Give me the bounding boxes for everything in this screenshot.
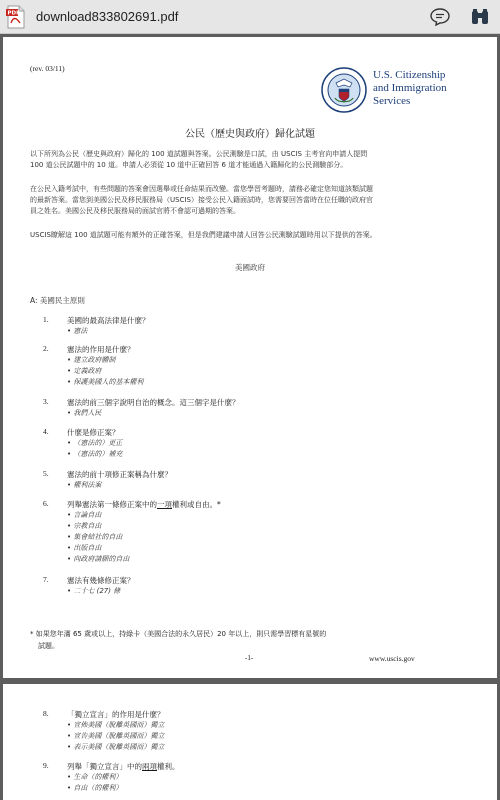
footer-url[interactable]: www.uscis.gov	[369, 654, 415, 663]
answer-text: 自由（的權利）	[73, 784, 123, 792]
answer-item: • 宗教自由	[67, 522, 102, 530]
question-text-part: 權利或自由。*	[172, 500, 221, 509]
binoculars-icon[interactable]	[470, 8, 490, 26]
answer-text: 集會結社的自由	[73, 533, 123, 541]
question-number: 9.	[43, 761, 49, 770]
footnote-line-2: 試題。	[38, 642, 59, 650]
answer-item: • 集會結社的自由	[67, 533, 123, 541]
pdf-page-2[interactable]	[3, 684, 497, 800]
footnote-line-1: * 如果您年滿 65 歲或以上，持綠卡（美國合法的永久居民）20 年以上，則只需學習標有星號的	[30, 630, 327, 638]
question-number: 1.	[43, 315, 49, 324]
dhs-seal-icon	[321, 67, 367, 113]
answer-item: • 自由（的權利）	[67, 784, 123, 792]
note-line-3: 員之姓名。美國公民及移民服務局的面試官將不會認可過期的答案。	[30, 207, 240, 215]
agency-name	[373, 69, 447, 108]
answer-text: 我們人民	[73, 409, 102, 417]
question-text-part: 列舉「獨立宣言」中的	[67, 762, 142, 771]
answer-item: • 宣告美國（脫離英國而）獨立	[67, 732, 165, 740]
pdf-file-icon	[6, 5, 26, 29]
answer-item: • （憲法的）補充	[67, 450, 123, 458]
answer-item: • 生命（的權利）	[67, 773, 123, 781]
answer-item: • 表示美國（脫離英國而）獨立	[67, 743, 165, 751]
agency-line-2: and Immigration	[373, 82, 447, 94]
note-line-1: 在公民入籍考試中，有些問題的答案會因選舉或任命結果而改變。當您學習考題時，請務必確定您知道該類試題	[30, 185, 373, 193]
question-number: 4.	[43, 427, 49, 436]
answer-text: 定義政府	[73, 367, 102, 375]
answer-item: • 保護美國人的基本權利	[67, 378, 144, 386]
question-text: 憲法的前三個字說明自治的概念。這三個字是什麼？	[67, 398, 240, 407]
document-title: 公民（歷史與政府）歸化試題	[185, 129, 315, 140]
agency-line-1: U.S. Citizenship	[373, 69, 446, 81]
document-filename: download833802691.pdf	[36, 9, 179, 24]
answer-item: • 二十七 (27) 條	[67, 587, 121, 595]
question-number: 7.	[43, 575, 49, 584]
question-number: 6.	[43, 499, 49, 508]
answer-item: • 建立政府體制	[67, 356, 116, 364]
intro-line-2: 100 道公民試題中的 10 道。申請人必須從 10 道中正確回答 6 道才能通過入籍歸化的公民測驗部分。	[30, 161, 348, 169]
question-text	[67, 761, 180, 772]
question-number: 2.	[43, 344, 49, 353]
answer-text: 表示美國（脫離英國而）獨立	[73, 743, 165, 751]
pdf-page-1[interactable]	[3, 37, 497, 678]
question-text-part: 列舉憲法第一條修正案中的	[67, 500, 157, 509]
answer-text: 宗教自由	[73, 522, 102, 530]
answer-item: • 言論自由	[67, 511, 102, 519]
answer-text: 宣告美國（脫離英國而）獨立	[73, 732, 165, 740]
question-text: 什麼是修正案？	[67, 428, 120, 437]
question-text	[67, 499, 221, 510]
question-number: 5.	[43, 469, 49, 478]
answer-text: （憲法的）更正	[73, 439, 123, 447]
agency-line-3: Services	[373, 95, 411, 107]
intro-line-1: 以下所列為公民（歷史與政府）歸化的 100 道試題與答案。公民測驗是口試，由 USCIS 主考官向申請人提問	[30, 150, 368, 158]
answer-item: • 憲法	[67, 327, 88, 335]
question-text-part: 權利。	[157, 762, 180, 771]
answer-text: 言論自由	[73, 511, 102, 519]
answer-text: 二十七 (27) 條	[73, 587, 121, 595]
revision-label: (rev. 03/11)	[30, 64, 65, 73]
question-number: 8.	[43, 709, 49, 718]
question-text: 憲法的作用是什麼？	[67, 345, 135, 354]
answer-item: • 宣佈美國（脫離英國而）獨立	[67, 721, 165, 729]
answer-item: • 定義政府	[67, 367, 102, 375]
subsection-title: A: 美國民主原則	[30, 296, 85, 305]
question-text: 憲法的前十項修正案稱為什麼？	[67, 470, 172, 479]
page-number: -1-	[245, 654, 254, 662]
answer-text: 憲法	[73, 327, 88, 335]
question-emphasis: 一項	[157, 500, 172, 509]
answer-text: 建立政府體制	[73, 356, 116, 364]
answer-text: 出版自由	[73, 544, 102, 552]
question-emphasis: 兩項	[142, 762, 157, 771]
note-line-2: 的最新答案。當您到美國公民及移民服務局（USCIS）接受公民入籍面試時，您需要回答當時在位任職的政府官	[30, 196, 373, 204]
answer-text: 生命（的權利）	[73, 773, 123, 781]
answer-text: 權利法案	[73, 481, 102, 489]
section-title: 美國政府	[235, 263, 265, 272]
uscis-note: USCIS瞭解這 100 道試題可能有額外的正確答案，但是我們建議申請人回答公民測驗試題時用以下提供的答案。	[30, 231, 377, 239]
question-text: 「獨立宣言」的作用是什麼？	[67, 710, 165, 719]
answer-text: 向政府請願的自由	[73, 555, 130, 563]
svg-text:PDF: PDF	[7, 10, 20, 17]
answer-text: 宣佈美國（脫離英國而）獨立	[73, 721, 165, 729]
comment-icon[interactable]	[430, 8, 450, 26]
answer-item: • （憲法的）更正	[67, 439, 123, 447]
answer-item: • 我們人民	[67, 409, 102, 417]
answer-item: • 向政府請願的自由	[67, 555, 130, 563]
answer-item: • 出版自由	[67, 544, 102, 552]
question-text: 美國的最高法律是什麼？	[67, 316, 150, 325]
question-text: 憲法有幾條修正案？	[67, 576, 135, 585]
toolbar	[0, 0, 500, 34]
answer-text: （憲法的）補充	[73, 450, 123, 458]
answer-text: 保護美國人的基本權利	[73, 378, 144, 386]
question-number: 3.	[43, 397, 49, 406]
answer-item: • 權利法案	[67, 481, 102, 489]
